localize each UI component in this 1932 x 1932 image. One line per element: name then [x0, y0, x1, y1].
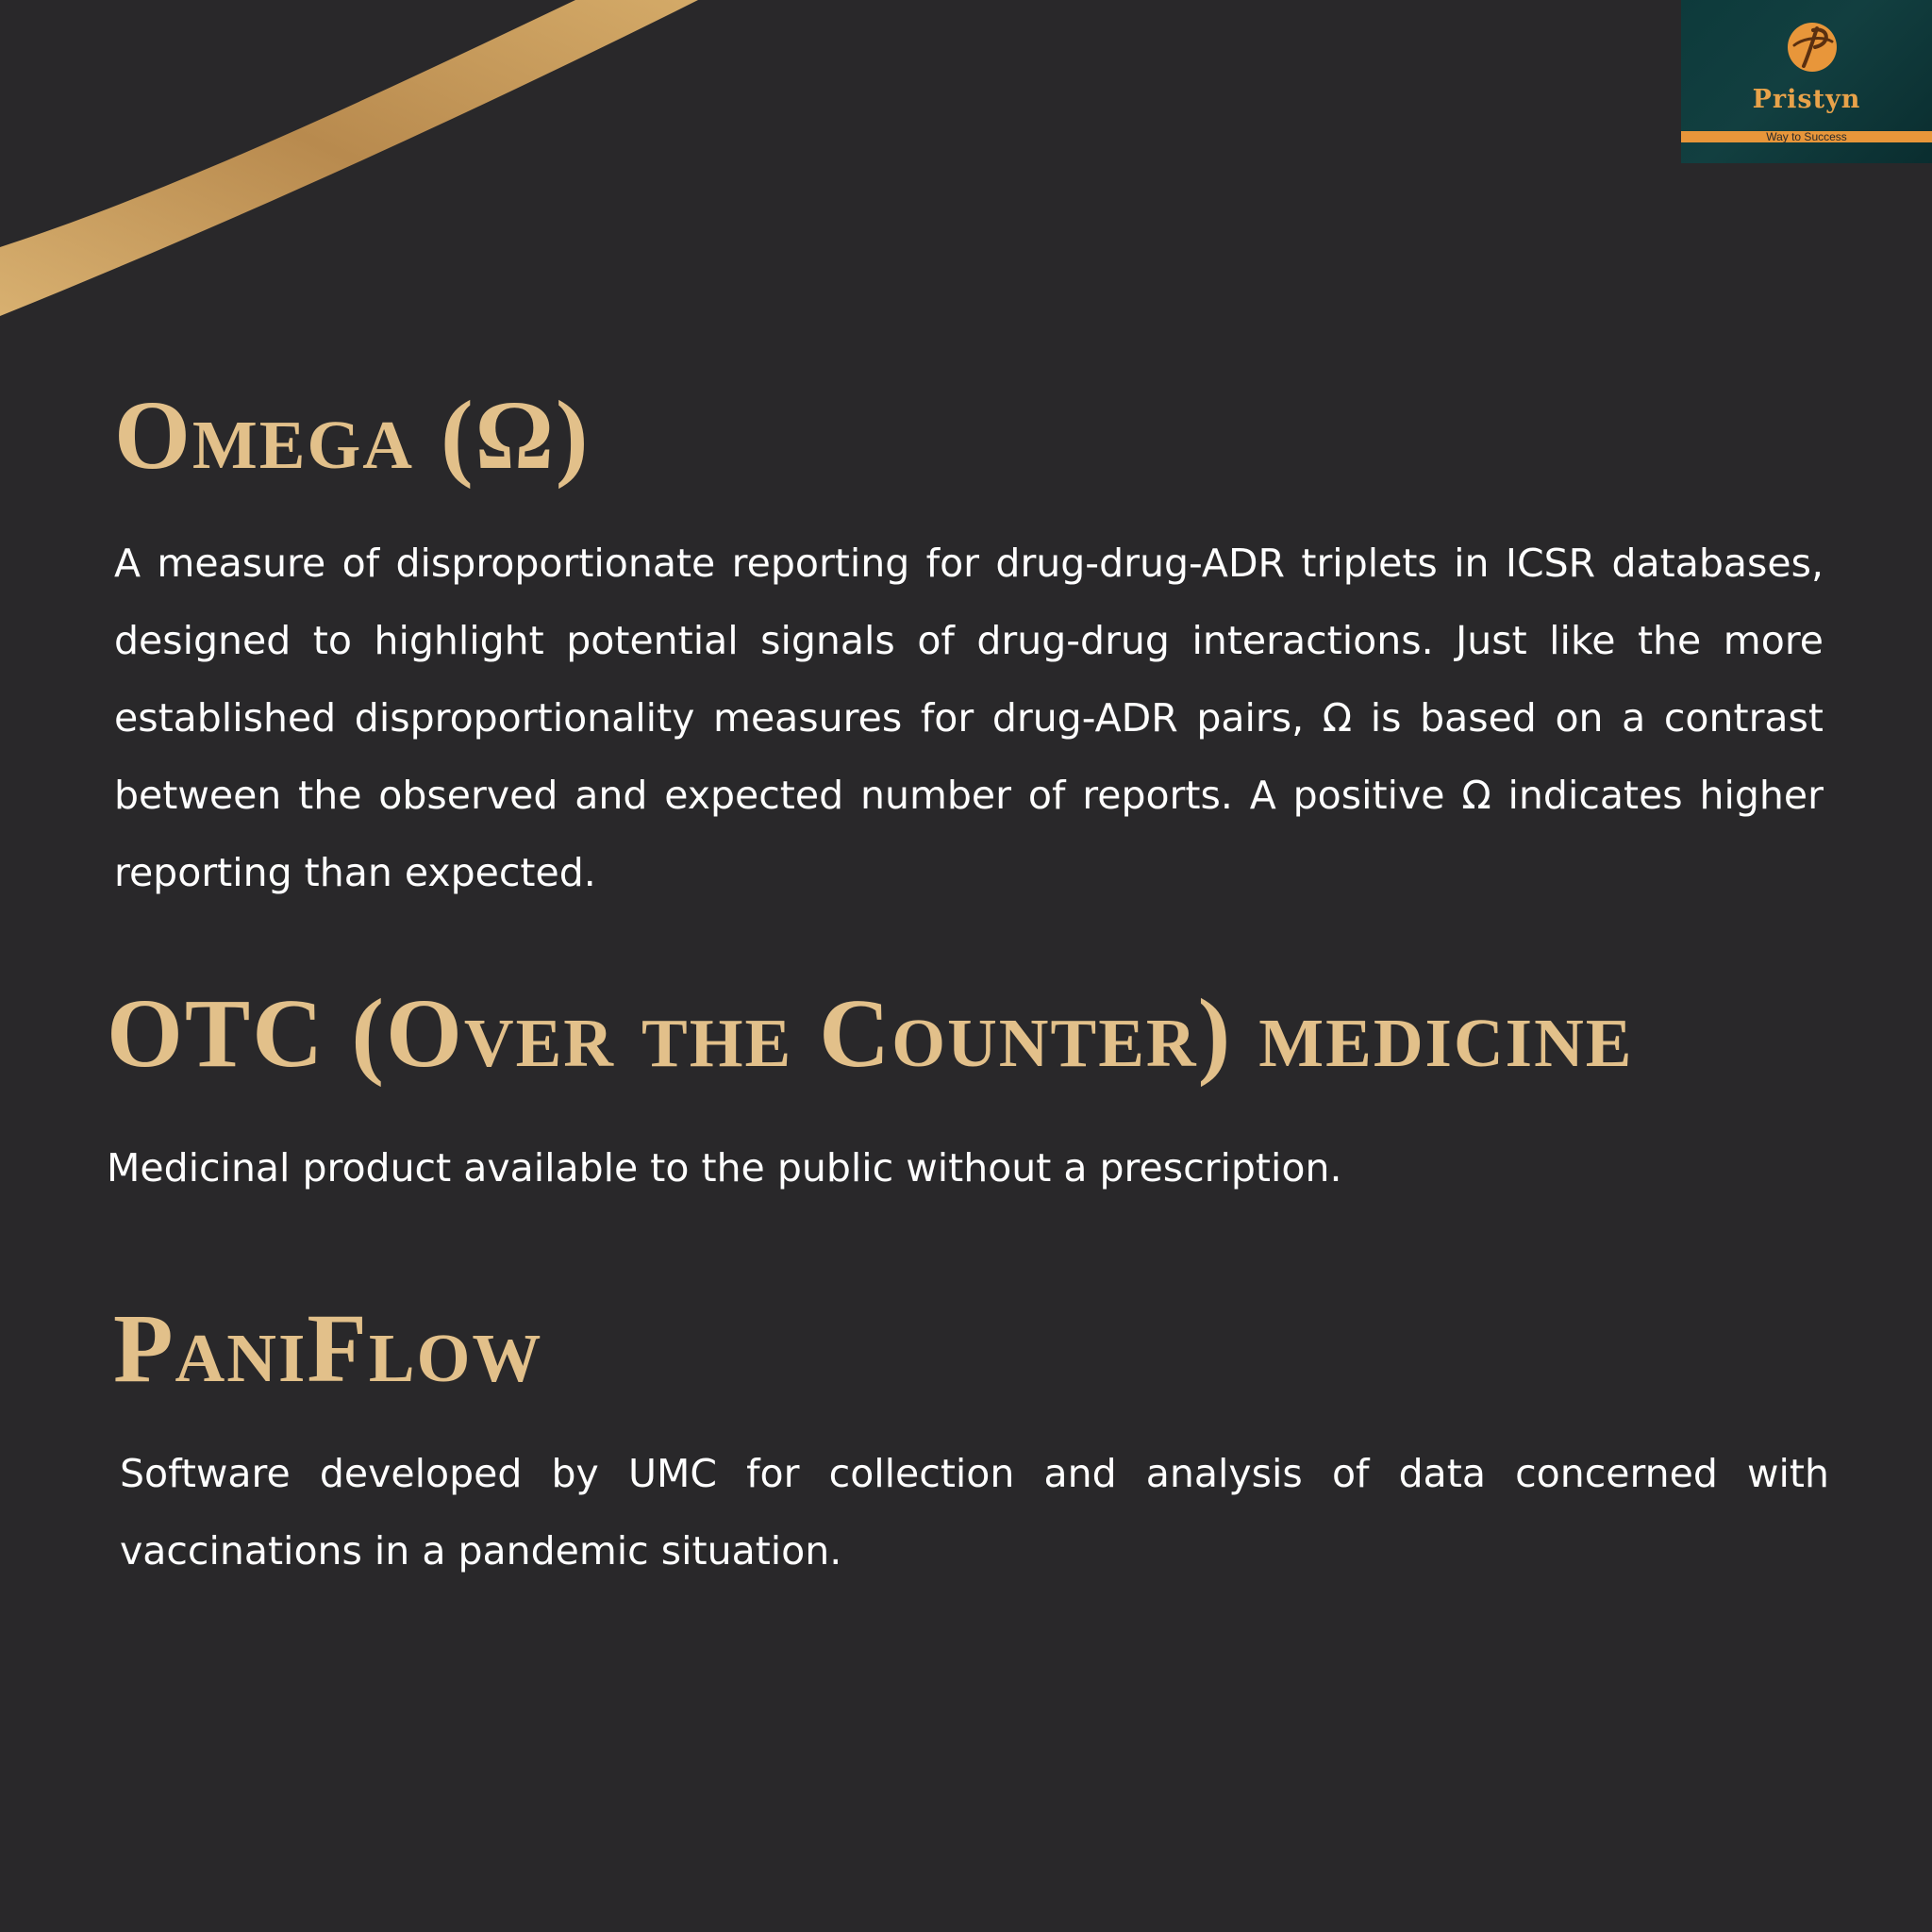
term-title-otc-medicine: OTC (Over the Counter) medicine	[107, 979, 1634, 1088]
term-definition-paniflow: Software developed by UMC for collection and analysis of data concerned with vaccinations in a pandemic situation.	[120, 1451, 1829, 1574]
term-title-paniflow: PaniFlow	[113, 1294, 543, 1403]
pristyn-p-emblem-icon	[1785, 19, 1840, 77]
pristyn-logo	[1681, 0, 1932, 163]
term-definition-otc-medicine: Medicinal product available to the public without a prescription.	[107, 1145, 1342, 1191]
gold-swoosh-decoration	[0, 0, 717, 340]
term-title-omega: Omega (Ω)	[114, 381, 591, 490]
logo-tagline: Way to Success	[1766, 130, 1847, 143]
term-definition-omega: A measure of disproportionate reporting for drug-drug-ADR triplets in ICSR databases, designed to highlight potential signals of drug-drug interactions. Just like the more established disproportionality measures for drug-ADR pairs, Ω is based on a contrast between the observed and expected number of reports. A positive Ω indicates higher reporting than expected.	[114, 541, 1824, 895]
logo-name: Pristyn	[1752, 85, 1861, 114]
